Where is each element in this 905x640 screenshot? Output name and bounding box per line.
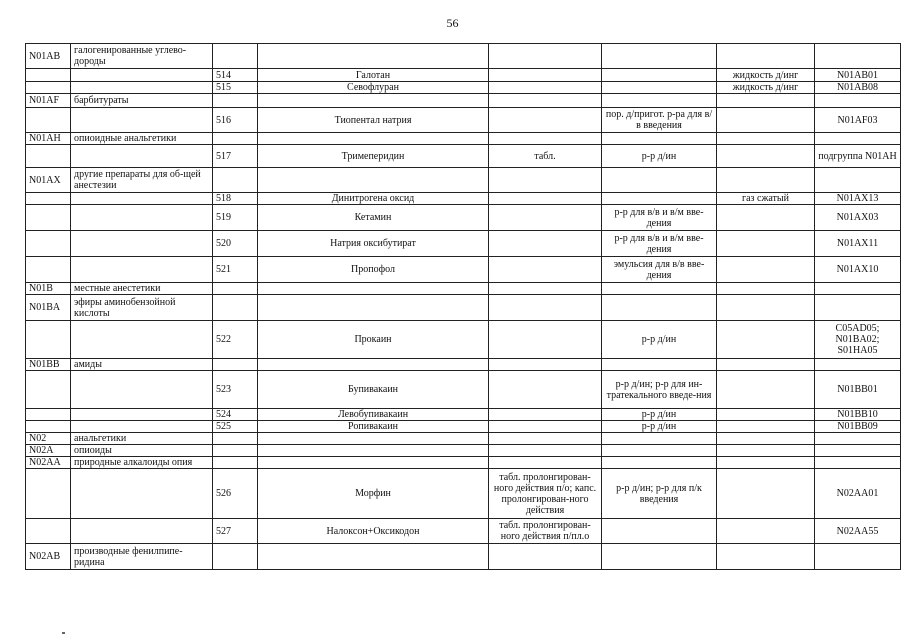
table-row [26,409,901,421]
atc-group-code-cell [26,421,71,433]
drug-name-cell [258,295,489,321]
atc-group-code-cell: N02AB [26,544,71,570]
dosage-form-cell-2: р-р для в/в и в/м вве-дения [602,205,717,231]
group-name-cell: амиды [71,359,213,371]
group-name-cell [71,321,213,359]
dosage-form-cell-2 [602,295,717,321]
atc-code-cell [815,133,901,145]
dosage-form-cell-1 [489,433,602,445]
atc-code-cell: N01BB01 [815,371,901,409]
group-name-cell: галогенированные углево-дороды [71,44,213,69]
dosage-form-cell-3 [717,469,815,519]
dosage-form-cell-1 [489,133,602,145]
dosage-form-cell-3 [717,231,815,257]
atc-code-cell: N01AX10 [815,257,901,283]
atc-group-code-cell [26,469,71,519]
atc-code-cell: подгруппа N01AH [815,145,901,168]
group-name-cell [71,409,213,421]
dosage-form-cell-2 [602,359,717,371]
group-name-cell: опиоиды [71,445,213,457]
dosage-form-cell-2 [602,445,717,457]
drug-name-cell: Тримеперидин [258,145,489,168]
dosage-form-cell-3 [717,168,815,193]
dosage-form-cell-2 [602,44,717,69]
dosage-form-cell-3 [717,108,815,133]
atc-code-cell [815,359,901,371]
atc-code-cell [815,94,901,108]
item-number-cell: 516 [213,108,258,133]
dosage-form-cell-1 [489,69,602,82]
table-row [26,359,901,371]
group-name-cell [71,257,213,283]
dosage-form-cell-1 [489,231,602,257]
dosage-form-cell-3 [717,295,815,321]
drug-name-cell: Тиопентал натрия [258,108,489,133]
atc-code-cell: N01AX13 [815,193,901,205]
dosage-form-cell-2 [602,82,717,94]
atc-code-cell [815,44,901,69]
atc-group-code-cell [26,371,71,409]
atc-code-cell: N01AX11 [815,231,901,257]
dosage-form-cell-1 [489,457,602,469]
table-row [26,421,901,433]
table-row [26,283,901,295]
atc-group-code-cell: N01AH [26,133,71,145]
dosage-form-cell-2: эмульсия для в/в вве-дения [602,257,717,283]
group-name-cell: опиоидные анальгетики [71,133,213,145]
dosage-form-cell-3 [717,44,815,69]
dosage-form-cell-3 [717,445,815,457]
atc-group-code-cell [26,108,71,133]
dosage-form-cell-1 [489,421,602,433]
group-name-cell [71,145,213,168]
dosage-form-cell-3 [717,205,815,231]
group-name-cell [71,205,213,231]
dosage-form-cell-2: р-р д/ин [602,421,717,433]
table-row [26,295,901,321]
dosage-form-cell-2: р-р д/ин; р-р для ин-тратекального введе-ния [602,371,717,409]
atc-group-code-cell [26,231,71,257]
item-number-cell [213,133,258,145]
atc-group-code-cell [26,69,71,82]
drug-name-cell: Бупивакаин [258,371,489,409]
atc-code-cell [815,544,901,570]
item-number-cell: 521 [213,257,258,283]
dosage-form-cell-3 [717,421,815,433]
drug-name-cell: Левобупивакаин [258,409,489,421]
dosage-form-cell-1: табл. пролонгирован-ного действия п/о; капс. пролонгирован-ного действия [489,469,602,519]
table-row [26,257,901,283]
item-number-cell [213,445,258,457]
dosage-form-cell-3: жидкость д/инг [717,82,815,94]
item-number-cell [213,283,258,295]
atc-code-cell [815,283,901,295]
atc-code-cell [815,457,901,469]
table-row [26,133,901,145]
table-row [26,82,901,94]
atc-code-cell: N02AA55 [815,519,901,544]
atc-group-code-cell: N01B [26,283,71,295]
drug-name-cell [258,168,489,193]
item-number-cell [213,359,258,371]
item-number-cell [213,94,258,108]
dosage-form-cell-2: пор. д/пригот. р-ра для в/в введения [602,108,717,133]
atc-code-cell: N01AX03 [815,205,901,231]
group-name-cell [71,469,213,519]
dosage-form-cell-1 [489,283,602,295]
group-name-cell [71,519,213,544]
item-number-cell: 515 [213,82,258,94]
dosage-form-cell-1 [489,257,602,283]
item-number-cell: 520 [213,231,258,257]
item-number-cell: 518 [213,193,258,205]
table-row [26,519,901,544]
table-row [26,445,901,457]
atc-code-cell: N01BB10 [815,409,901,421]
group-name-cell [71,421,213,433]
group-name-cell: анальгетики [71,433,213,445]
atc-code-cell [815,295,901,321]
drug-name-cell: Ропивакаин [258,421,489,433]
atc-code-cell: N01AF03 [815,108,901,133]
drug-name-cell: Галотан [258,69,489,82]
scan-mark [62,632,65,634]
dosage-form-cell-3 [717,321,815,359]
dosage-form-cell-1 [489,544,602,570]
drug-name-cell: Кетамин [258,205,489,231]
dosage-form-cell-1 [489,445,602,457]
drug-name-cell: Динитрогена оксид [258,193,489,205]
group-name-cell: барбитураты [71,94,213,108]
atc-code-cell: N01AB08 [815,82,901,94]
table-row [26,168,901,193]
table-row [26,145,901,168]
atc-group-code-cell [26,257,71,283]
atc-group-code-cell: N02A [26,445,71,457]
drug-name-cell [258,544,489,570]
group-name-cell: производные фенилпипе-ридина [71,544,213,570]
dosage-form-cell-1 [489,371,602,409]
group-name-cell: эфиры аминобензойной кислоты [71,295,213,321]
atc-code-cell: N01AB01 [815,69,901,82]
drug-name-cell: Натрия оксибутират [258,231,489,257]
atc-group-code-cell [26,321,71,359]
table-row [26,108,901,133]
table-row [26,321,901,359]
drug-name-cell [258,445,489,457]
drug-name-cell: Морфин [258,469,489,519]
item-number-cell: 522 [213,321,258,359]
item-number-cell: 525 [213,421,258,433]
atc-group-code-cell: N01BB [26,359,71,371]
dosage-form-cell-2 [602,193,717,205]
table-row [26,205,901,231]
item-number-cell [213,433,258,445]
dosage-form-cell-1 [489,295,602,321]
dosage-form-cell-1 [489,321,602,359]
atc-group-code-cell: N01AF [26,94,71,108]
table-row [26,433,901,445]
dosage-form-cell-3 [717,94,815,108]
atc-code-cell: C05AD05; N01BA02; S01HA05 [815,321,901,359]
group-name-cell: природные алкалоиды опия [71,457,213,469]
atc-group-code-cell [26,409,71,421]
dosage-form-cell-2 [602,544,717,570]
group-name-cell [71,69,213,82]
dosage-form-cell-1 [489,108,602,133]
item-number-cell [213,544,258,570]
group-name-cell [71,231,213,257]
drug-name-cell [258,44,489,69]
dosage-form-cell-3 [717,145,815,168]
dosage-form-cell-3 [717,359,815,371]
table-row [26,457,901,469]
drug-name-cell [258,457,489,469]
atc-group-code-cell: N02 [26,433,71,445]
dosage-form-cell-2 [602,283,717,295]
dosage-form-cell-1 [489,44,602,69]
group-name-cell [71,193,213,205]
atc-code-cell: N02AA01 [815,469,901,519]
atc-group-code-cell: N01AB [26,44,71,69]
dosage-form-cell-2 [602,168,717,193]
atc-group-code-cell [26,145,71,168]
dosage-form-cell-2: р-р д/ин [602,409,717,421]
dosage-form-cell-2 [602,457,717,469]
dosage-form-cell-3 [717,457,815,469]
atc-code-cell [815,433,901,445]
dosage-form-cell-2: р-р д/ин; р-р для п/к введения [602,469,717,519]
dosage-form-cell-1 [489,82,602,94]
table-row [26,193,901,205]
dosage-form-cell-2: р-р для в/в и в/м вве-дения [602,231,717,257]
group-name-cell: местные анестетики [71,283,213,295]
atc-group-code-cell [26,82,71,94]
atc-group-code-cell [26,193,71,205]
drug-name-cell: Прокаин [258,321,489,359]
atc-code-cell [815,445,901,457]
item-number-cell [213,295,258,321]
table-row [26,469,901,519]
table-row [26,371,901,409]
dosage-form-cell-2 [602,133,717,145]
group-name-cell [71,108,213,133]
drug-name-cell [258,359,489,371]
atc-code-cell [815,168,901,193]
dosage-form-cell-3 [717,133,815,145]
item-number-cell: 517 [213,145,258,168]
dosage-form-cell-1 [489,359,602,371]
item-number-cell: 527 [213,519,258,544]
drug-name-cell: Севофлуран [258,82,489,94]
dosage-form-cell-1 [489,94,602,108]
item-number-cell [213,457,258,469]
dosage-form-cell-3 [717,283,815,295]
atc-group-code-cell [26,519,71,544]
dosage-form-cell-3 [717,433,815,445]
drug-name-cell: Пропофол [258,257,489,283]
drug-name-cell [258,283,489,295]
table-row [26,231,901,257]
dosage-form-cell-2: р-р д/ин [602,145,717,168]
drug-name-cell [258,94,489,108]
drug-name-cell [258,133,489,145]
dosage-form-cell-1 [489,168,602,193]
item-number-cell [213,168,258,193]
item-number-cell: 523 [213,371,258,409]
dosage-form-cell-2: р-р д/ин [602,321,717,359]
dosage-form-cell-3 [717,371,815,409]
item-number-cell: 514 [213,69,258,82]
drug-list-table [25,43,901,570]
dosage-form-cell-3: жидкость д/инг [717,69,815,82]
dosage-form-cell-1 [489,409,602,421]
group-name-cell [71,82,213,94]
table-row [26,44,901,69]
drug-name-cell [258,433,489,445]
page-number: 56 [446,16,459,30]
dosage-form-cell-1: табл. [489,145,602,168]
drug-name-cell: Налоксон+Оксикодон [258,519,489,544]
dosage-form-cell-2 [602,94,717,108]
dosage-form-cell-3 [717,519,815,544]
item-number-cell [213,44,258,69]
dosage-form-cell-1: табл. пролонгирован-ного действия п/пл.о [489,519,602,544]
atc-group-code-cell: N02AA [26,457,71,469]
dosage-form-cell-2 [602,433,717,445]
atc-group-code-cell: N01AX [26,168,71,193]
dosage-form-cell-3 [717,409,815,421]
item-number-cell: 524 [213,409,258,421]
dosage-form-cell-3 [717,257,815,283]
dosage-form-cell-3: газ сжатый [717,193,815,205]
dosage-form-cell-2 [602,69,717,82]
table-row [26,544,901,570]
group-name-cell [71,371,213,409]
table-row [26,94,901,108]
atc-group-code-cell [26,205,71,231]
table-row [26,69,901,82]
dosage-form-cell-2 [602,519,717,544]
atc-group-code-cell: N01BA [26,295,71,321]
dosage-form-cell-3 [717,544,815,570]
item-number-cell: 519 [213,205,258,231]
table-body [26,44,901,570]
group-name-cell: другие препараты для об-щей анестезии [71,168,213,193]
dosage-form-cell-1 [489,205,602,231]
atc-code-cell: N01BB09 [815,421,901,433]
dosage-form-cell-1 [489,193,602,205]
item-number-cell: 526 [213,469,258,519]
